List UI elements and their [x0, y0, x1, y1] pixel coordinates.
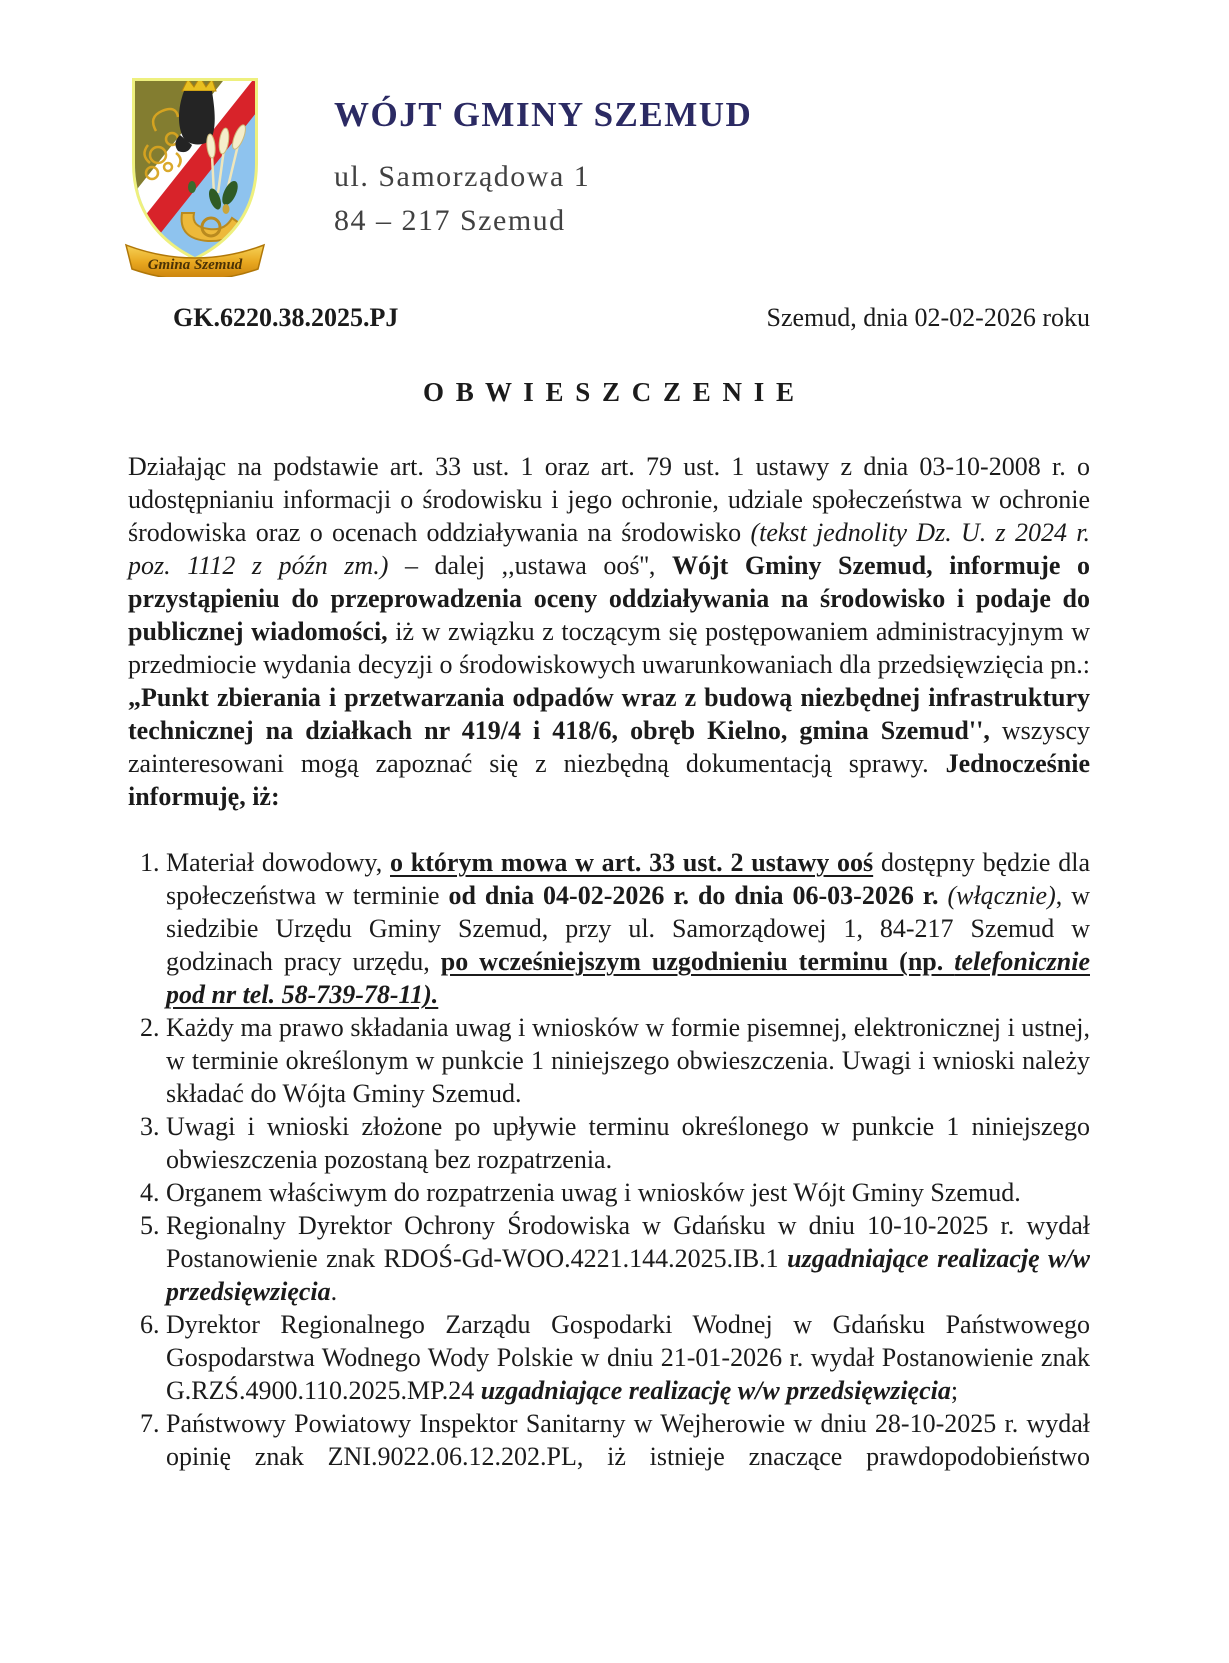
notice-item-4: 4. Organem właściwym do rozpatrzenia uwag i wniosków jest Wójt Gminy Szemud. — [166, 1176, 1090, 1209]
sender-title: WÓJT GMINY SZEMUD — [334, 95, 753, 134]
notice-item-5: 5. Regionalny Dyrektor Ochrony Środowiska w Gdańsku w dniu 10-10-2025 r. wydał Postanowienie znak RDOŚ-Gd-WOO.4221.144.2025.IB.1 uzgadniające realizację w/w przedsięwzięcia. — [166, 1209, 1090, 1308]
notice-item-2: 2. Każdy ma prawo składania uwag i wniosków w formie pisemnej, elektronicznej i ustnej, w terminie określonym w punkcie 1 niniejszego obwieszczenia. Uwagi i wnioski należy składać do Wójta Gminy Szemud. — [166, 1011, 1090, 1110]
notice-item-6: 6. Dyrektor Regionalnego Zarządu Gospodarki Wodnej w Gdańsku Państwowego Gospodarstwa Wodnego Wody Polskie w dniu 21-01-2026 r. wydał Postanowienie znak G.RZŚ.4900.110.2025.MP.24 uzgadniające realizację w/w przedsięwzięcia; — [166, 1308, 1090, 1407]
sender-address-line2: 84 – 217 Szemud — [334, 204, 566, 238]
sender-address-line1: ul. Samorządowa 1 — [334, 160, 591, 193]
place-date: Szemud, dnia 02-02-2026 roku — [766, 303, 1090, 332]
notice-item-1: 1. Materiał dowodowy, o którym mowa w art. 33 ust. 2 ustawy ooś dostępny będzie dla społeczeństwa w terminie od dnia 04-02-2026 r. do dnia 06-03-2026 r. (włącznie), w siedzibie Urzędu Gminy Szemud, przy ul. Samorządowej 1, 84-217 Szemud w godzinach pracy urzędu, po wcześniejszym uzgodnieniu terminu (np. telefonicznie pod nr tel. 58-739-78-11). — [166, 846, 1090, 1011]
crest-banner-label: Gmina Szemud — [147, 257, 243, 273]
notice-item-7: 7. Państwowy Powiatowy Inspektor Sanitarny w Wejherowie w dniu 28-10-2025 r. wydał opinię znak ZNI.9022.06.12.202.PL, iż istnieje znaczące prawdopodobieństwo — [166, 1407, 1090, 1473]
letterhead — [128, 75, 1090, 277]
reference-row — [128, 303, 1090, 333]
sender-block — [334, 75, 752, 244]
notice-heading: O B W I E S Z C Z E N I E — [422, 377, 796, 407]
notice-list — [128, 846, 1090, 1473]
notice-item-3: 3. Uwagi i wnioski złożone po upływie terminu określonego w punkcie 1 niniejszego obwieszczenia pozostaną bez rozpatrzenia. — [166, 1110, 1090, 1176]
case-reference: GK.6220.38.2025.PJ — [173, 303, 399, 332]
sender-address — [334, 155, 752, 244]
gmina-szemud-coat-of-arms — [122, 75, 268, 277]
intro-paragraph: Działając na podstawie art. 33 ust. 1 oraz art. 79 ust. 1 ustawy z dnia 03-10-2008 r. o udostępnianiu informacji o środowisku i jego ochronie, udziale społeczeństwa w ochronie środowiska oraz o ocenach oddziaływania na środowisko (tekst jednolity Dz. U. z 2024 r. poz. 1112 z późn zm.) – dalej ,,ustawa ooś'', Wójt Gminy Szemud, informuje o przystąpieniu do przeprowadzenia oceny oddziaływania na środowisko i podaje do publicznej wiadomości, iż w związku z toczącym się postępowaniem administracyjnym w przedmiocie wydania decyzji o środowiskowych uwarunkowaniach dla przedsięwzięcia pn.: „Punkt zbierania i przetwarzania odpadów wraz z budową niezbędnej infrastruktury technicznej na działkach nr 419/4 i 418/6, obręb Kielno, gmina Szemud'', wszyscy zainteresowani mogą zapoznać się z niezbędną dokumentacją sprawy. Jednocześnie informuję, iż: — [128, 452, 1091, 811]
